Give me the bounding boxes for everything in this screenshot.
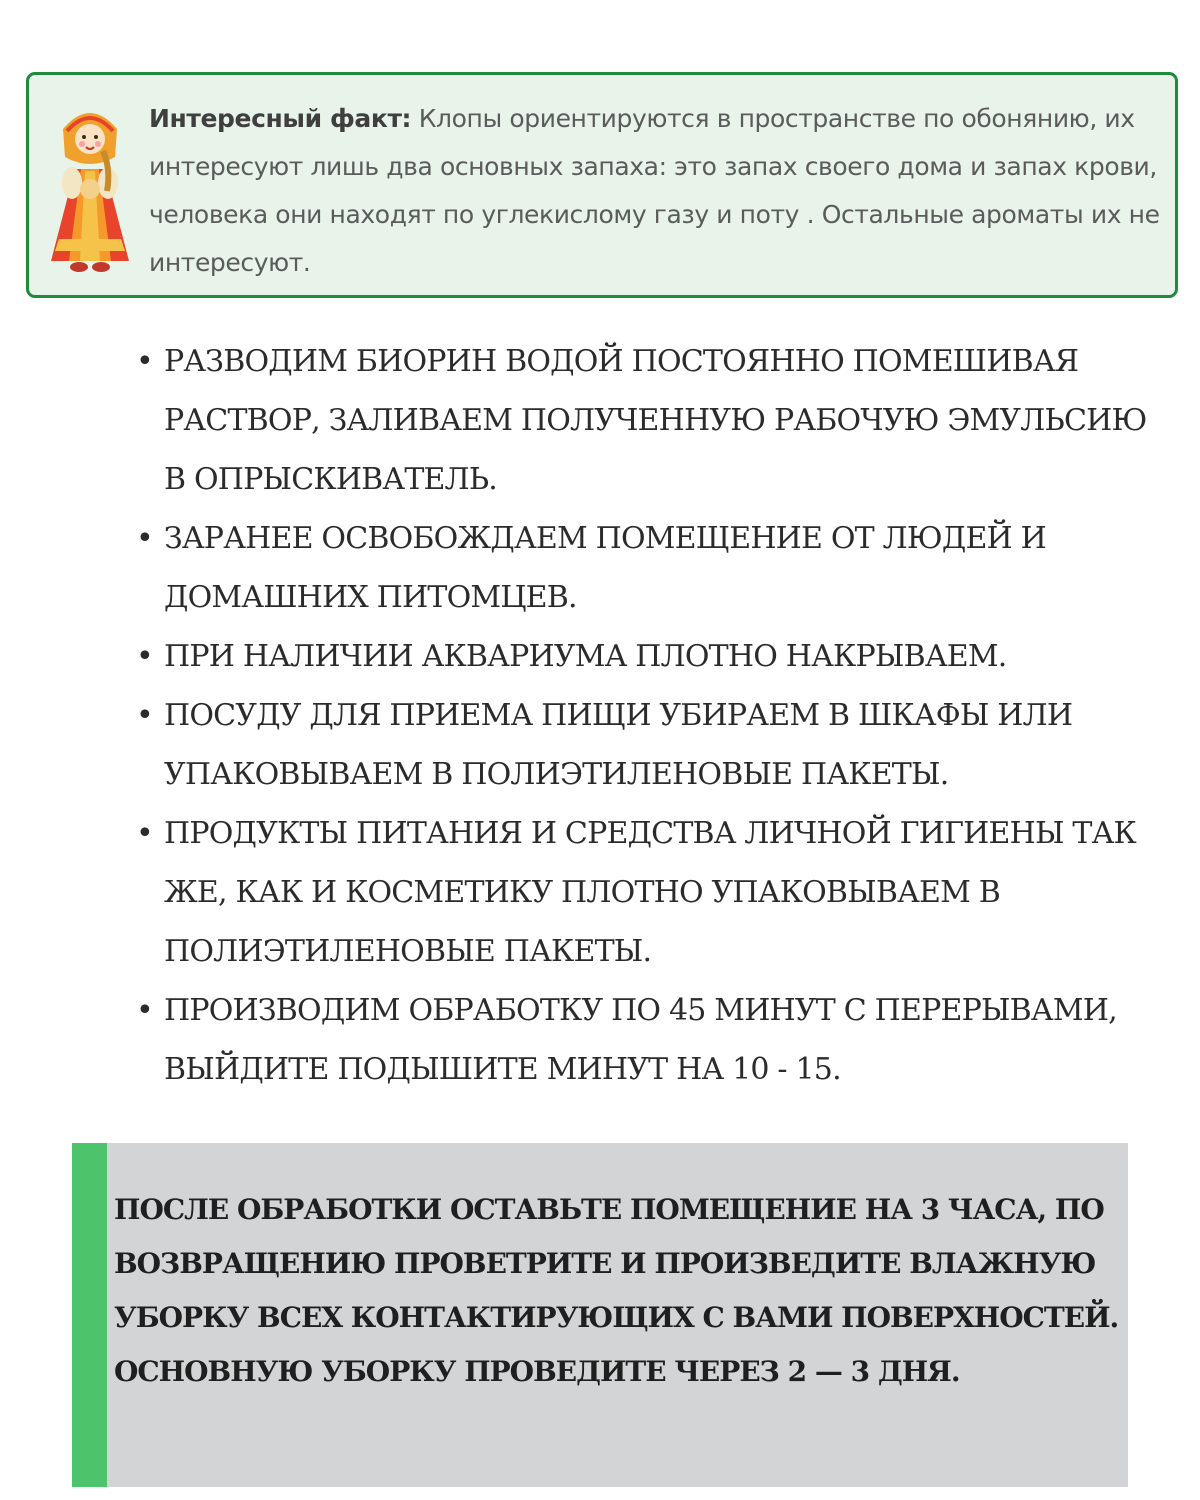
list-item-text: РАЗВОДИМ БИОРИН ВОДОЙ ПОСТОЯННО ПОМЕШИВАЯ РАСТВОР, ЗАЛИВАЕМ ПОЛУЧЕННУЮ РАБОЧУЮ ЭМУЛЬСИЮ В ОПРЫСКИВАТЕЛЬ. (164, 344, 1147, 497)
list-item (134, 627, 1174, 686)
list-item-text: ЗАРАНЕЕ ОСВОБОЖДАЕМ ПОМЕЩЕНИЕ ОТ ЛЮДЕЙ И ДОМАШНИХ ПИТОМЦЕВ. (164, 521, 1047, 615)
list-item (134, 509, 1174, 627)
list-item-text: ПОСУДУ ДЛЯ ПРИЕМА ПИЩИ УБИРАЕМ В ШКАФЫ ИЛИ УПАКОВЫВАЕМ В ПОЛИЭТИЛЕНОВЫЕ ПАКЕТЫ. (164, 698, 1073, 792)
russian-doll-girl-icon (45, 99, 135, 279)
bullet-icon: • (136, 639, 153, 674)
interesting-fact-box (26, 72, 1178, 298)
list-item (134, 981, 1174, 1099)
fact-text (149, 95, 1169, 287)
fact-lead: Интересный факт: (149, 104, 412, 133)
list-item-text: ПРОДУКТЫ ПИТАНИЯ И СРЕДСТВА ЛИЧНОЙ ГИГИЕНЫ ТАК ЖЕ, КАК И КОСМЕТИКУ ПЛОТНО УПАКОВЫВАЕМ В ПОЛИЭТИЛЕНОВЫЕ ПАКЕТЫ. (164, 816, 1136, 969)
bullet-icon: • (136, 344, 153, 379)
note-text: ПОСЛЕ ОБРАБОТКИ ОСТАВЬТЕ ПОМЕЩЕНИЕ НА 3 ЧАСА, ПО ВОЗВРАЩЕНИЮ ПРОВЕТРИТЕ И ПРОИЗВЕДИТЕ ВЛАЖНУЮ УБОРКУ ВСЕХ КОНТАКТИРУЮЩИХ С ВАМИ ПОВЕРХНОСТЕЙ. ОСНОВНУЮ УБОРКУ ПРОВЕДИТЕ ЧЕРЕЗ 2 — 3 ДНЯ. (114, 1193, 1119, 1388)
after-treatment-note (72, 1143, 1128, 1487)
bullet-icon: • (136, 993, 153, 1028)
list-item-text: ПРИ НАЛИЧИИ АКВАРИУМА ПЛОТНО НАКРЫВАЕМ. (164, 639, 1007, 674)
bullet-icon: • (136, 698, 153, 733)
list-item (134, 686, 1174, 804)
list-item-text: ПРОИЗВОДИМ ОБРАБОТКУ ПО 45 МИНУТ С ПЕРЕРЫВАМИ, ВЫЙДИТЕ ПОДЫШИТЕ МИНУТ НА 10 - 15. (164, 993, 1117, 1087)
list-item (134, 332, 1174, 509)
bullet-icon: • (136, 521, 153, 556)
steps-list (134, 332, 1174, 1099)
list-item (134, 804, 1174, 981)
fact-body: Клопы ориентируются в пространстве по обонянию, их интересуют лишь два основных запаха: это запах своего дома и запах крови, человека они находят по углекислому газу и поту . Остальные ароматы их не интересуют. (149, 104, 1160, 277)
note-accent-bar (72, 1143, 107, 1487)
bullet-icon: • (136, 816, 153, 851)
